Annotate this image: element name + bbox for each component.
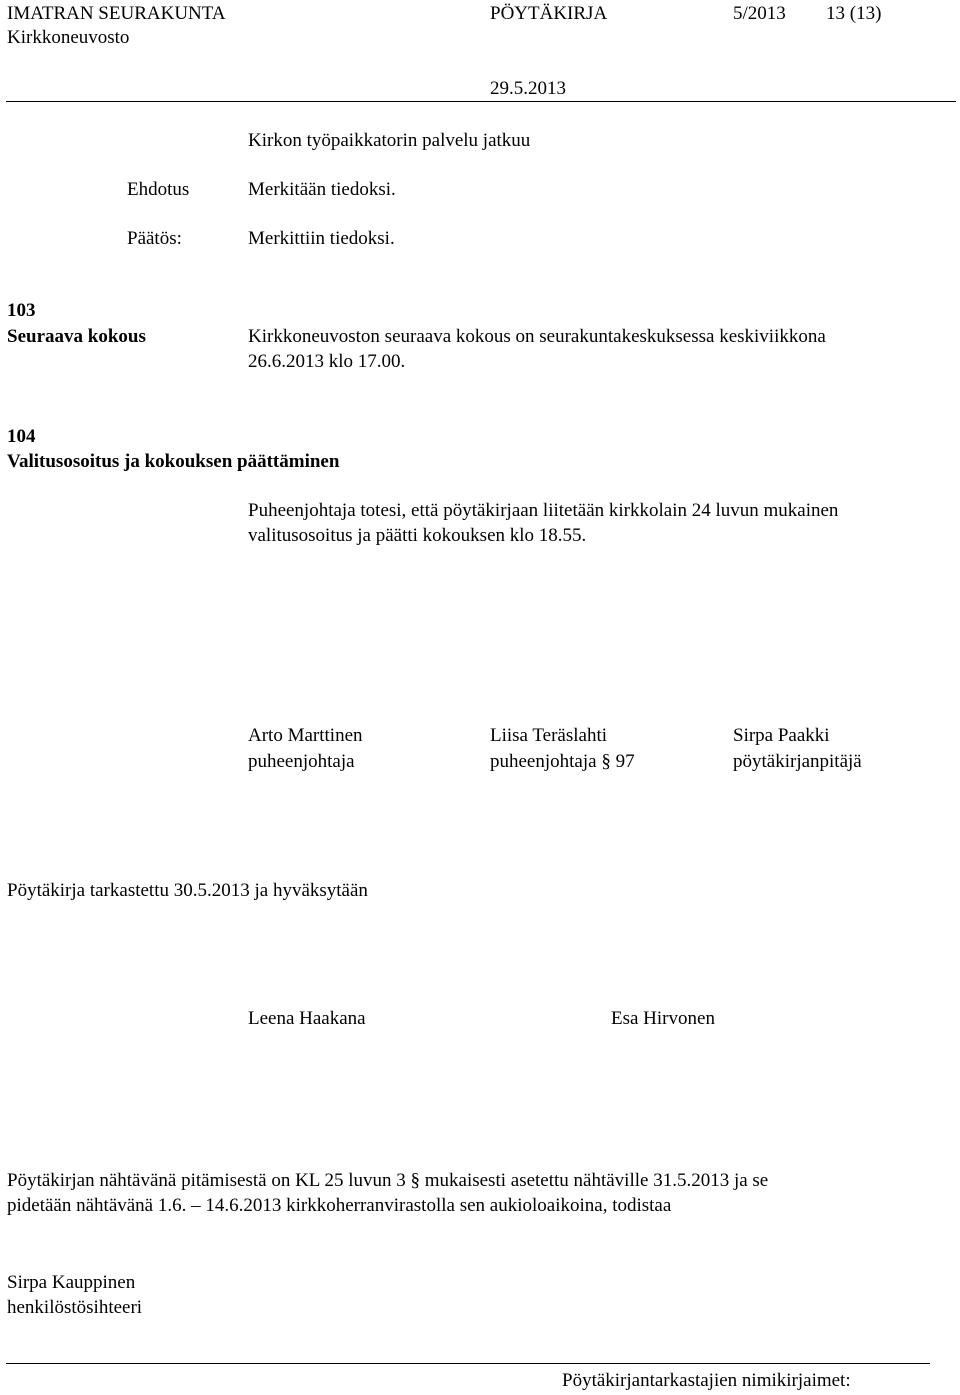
- item-text-line: Kirkkoneuvoston seuraava kokous on seurakuntakeskuksessa keskiviikkona: [248, 326, 826, 347]
- document-type: PÖYTÄKIRJA: [490, 3, 608, 24]
- proposal-label: Ehdotus: [127, 179, 190, 200]
- decision-text: Merkittiin tiedoksi.: [248, 228, 395, 249]
- certifier-title: henkilöstösihteeri: [7, 1297, 143, 1318]
- organization-name: IMATRAN SEURAKUNTA: [7, 3, 226, 24]
- notice-line: Pöytäkirjan nähtävänä pitämisestä on KL 25 luvun 3 § mukaisesti asetettu nähtäville 31.5.2013 ja se: [7, 1170, 769, 1191]
- decision-label: Päätös:: [127, 228, 182, 249]
- reviewer-name: Esa Hirvonen: [611, 1008, 715, 1029]
- signatory-role: puheenjohtaja § 97: [490, 751, 635, 772]
- notice-line: pidetään nähtävänä 1.6. – 14.6.2013 kirkkoherranvirastolla sen aukioloaikoina, todistaa: [7, 1195, 672, 1216]
- signatory-name: Liisa Teräslahti: [490, 725, 608, 746]
- document-number: 5/2013: [733, 3, 786, 24]
- proposal-text: Merkitään tiedoksi.: [248, 179, 396, 200]
- meeting-date: 29.5.2013: [490, 78, 566, 99]
- signatory-role: pöytäkirjanpitäjä: [733, 751, 862, 772]
- item-text-line: 26.6.2013 klo 17.00.: [248, 351, 406, 372]
- certifier-name: Sirpa Kauppinen: [7, 1272, 136, 1293]
- header-rule: [6, 101, 956, 102]
- item-text-line: Puheenjohtaja totesi, että pöytäkirjaan liitetään kirkkolain 24 luvun mukainen: [248, 500, 839, 521]
- signatory-role: puheenjohtaja: [248, 751, 355, 772]
- footer-rule: [6, 1363, 930, 1364]
- page-number: 13 (13): [826, 3, 882, 24]
- item-number: 104: [7, 426, 36, 447]
- review-statement: Pöytäkirja tarkastettu 30.5.2013 ja hyväksytään: [7, 880, 368, 901]
- signatory-name: Arto Marttinen: [248, 725, 363, 746]
- signatory-name: Sirpa Paakki: [733, 725, 830, 746]
- item-title: Valitusosoitus ja kokouksen päättäminen: [7, 451, 340, 472]
- reviewer-name: Leena Haakana: [248, 1008, 366, 1029]
- item-text-line: valitusosoitus ja päätti kokouksen klo 18.55.: [248, 525, 587, 546]
- item-title: Seuraava kokous: [7, 326, 146, 347]
- footer-initials-label: Pöytäkirjantarkastajien nimikirjaimet:: [562, 1370, 851, 1391]
- continued-item-title: Kirkon työpaikkatorin palvelu jatkuu: [248, 130, 531, 151]
- item-number: 103: [7, 300, 36, 321]
- body-name: Kirkkoneuvosto: [7, 27, 130, 48]
